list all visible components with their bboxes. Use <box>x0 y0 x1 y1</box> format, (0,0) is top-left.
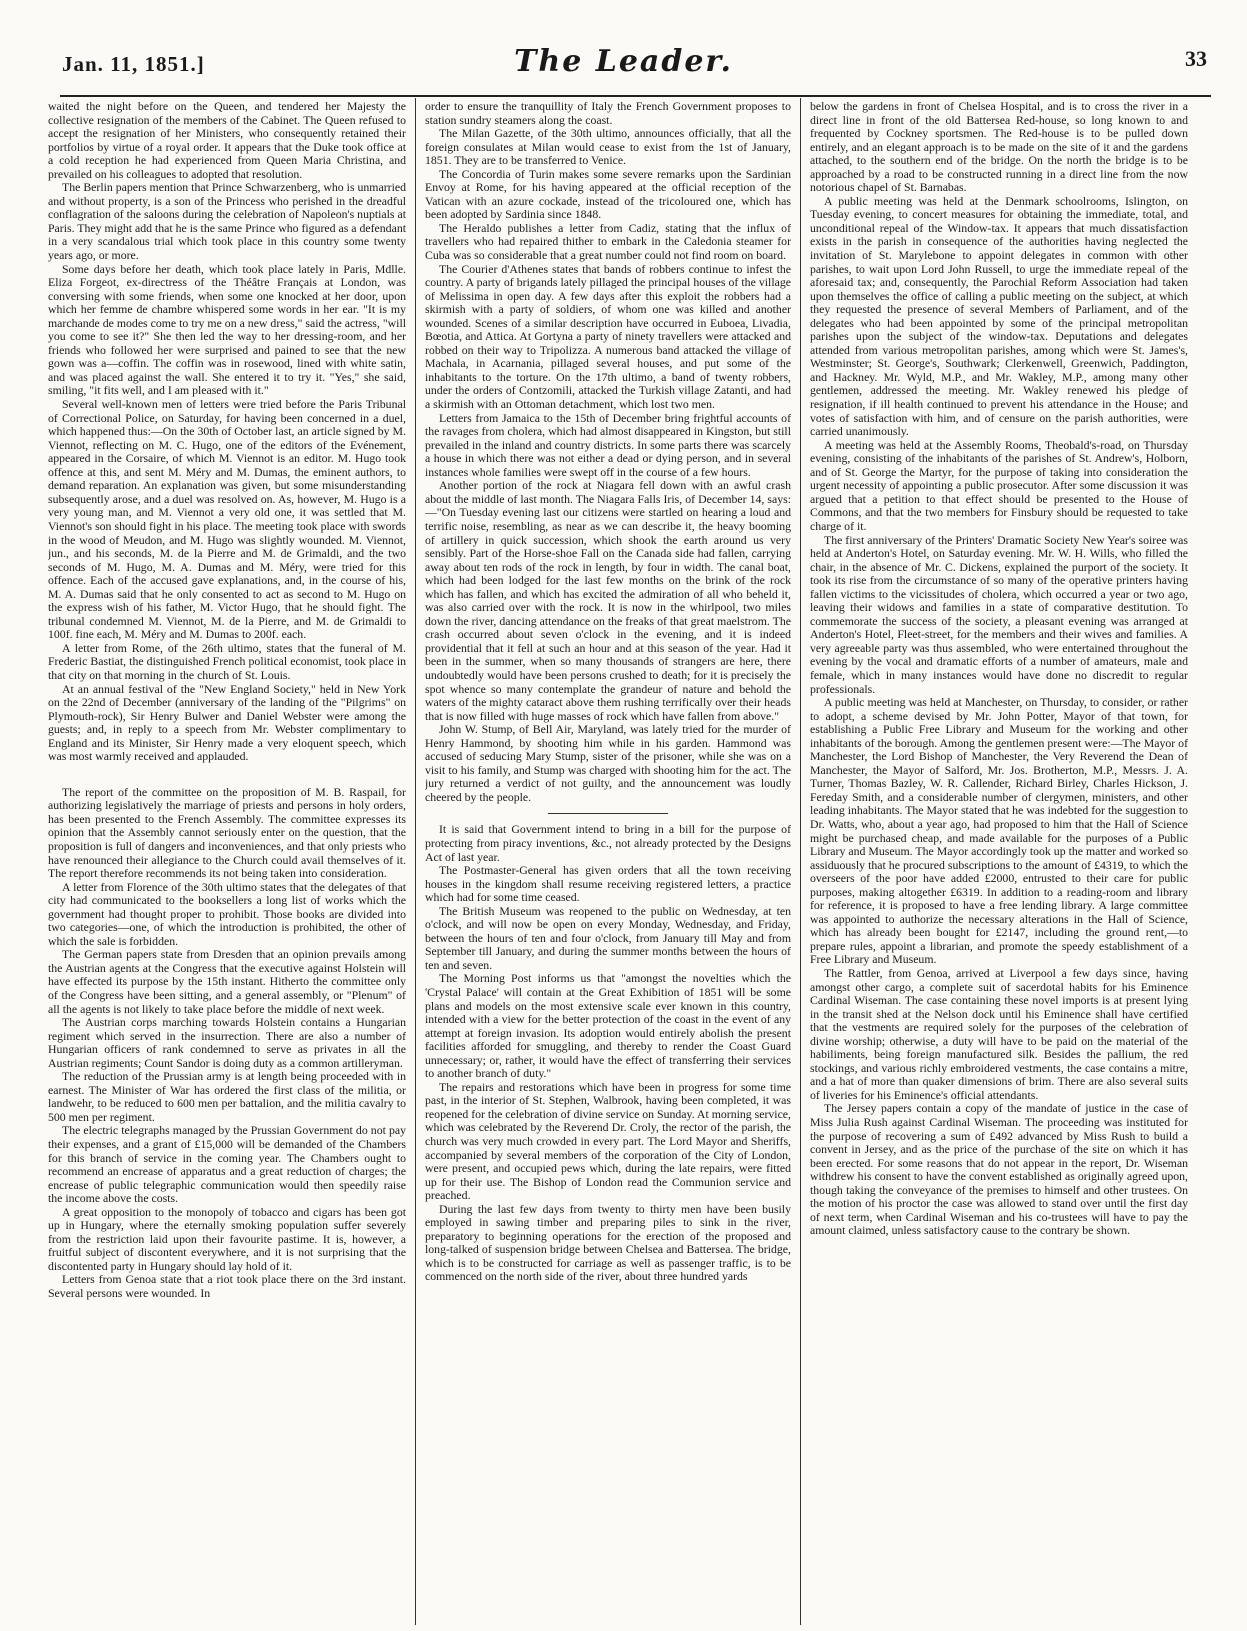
article-paragraph: At an annual festival of the "New England Society," held in New York on the 22nd of December (anniversary of the landing of the "Pilgrims" on Plymouth-rock), Sir Henry Bulwer and Daniel Webster were among the guests; and, in reply to a speech from Mr. Webster complimentary to England and its Minister, Sir Henry made a very eloquent speech, which was most warmly received and applauded. <box>48 681 406 764</box>
header-rule <box>60 95 1211 97</box>
article-paragraph: A letter from Rome, of the 26th ultimo, states that the funeral of M. Frederic Bastiat, the distinguished French political economist, took place in that city on that morning in the church of St. Louis. <box>48 640 406 682</box>
article-paragraph: The Rattler, from Genoa, arrived at Liverpool a few days since, having amongst other cargo, a complete suit of sacerdotal habits for his Eminence Cardinal Wiseman. The case containing these novel imports is at present lying in the transit shed at the Nelson dock until his Eminence shall have certified that the vestments are required solely for the purposes of the celebration of divine worship; otherwise, a duty will have to be paid on the material of the habiliments, being foreign manufactured silk. Besides the pallium, the red stockings, and various richly embroidered vestments, the case contains a mitre, and a hat of more than quaker dimensions of brim. There are also several suits of liveries for his Eminence's official attendants. <box>810 966 1188 1102</box>
article-paragraph: A public meeting was held at the Denmark schoolrooms, Islington, on Tuesday evening, to concert measures for obtaining the immediate, total, and unconditional repeal of the Window-tax. It appears that much dissatisfaction exists in the parish in consequence of the authorities having neglected the invitation of St. Marylebone to appoint delegates in common with other parishes, to wait upon Lord John Russell, to urge the immediate repeal of the aforesaid tax; and, consequently, the Parochial Reform Association had taken upon themselves the office of calling a public meeting on the subject, at which they requested the presence of several Members of Parliament, and of the delegates who had been appointed by some of the principal metropolitan parishes upon the subject of the window-tax. Deputations and delegates attended from various metropolitan parishes, among which were St. James's, Westminster; St. George's, Southwark; Clerkenwell, Greenwich, Paddington, and Hackney. Mr. Wyld, M.P., and Mr. Wakley, M.P., among many other gentlemen, addressed the meeting. Mr. Wakley renewed his pledge of resignation, if ill health continued to prevent his attendance in the House; and votes of satisfaction with him, and of censure on the parish authorities, were carried unanimously. <box>810 193 1188 439</box>
article-paragraph: John W. Stump, of Bell Air, Maryland, was lately tried for the murder of Henry Hammond, by shooting him while in his garden. Hammond was accused of seducing Mary Stump, sister of the prisoner, while she was on a visit to his family, and Stump was charged with shooting him for the act. The jury returned a verdict of not guilty, and the announcement was loudly cheered by the people. <box>425 722 791 804</box>
article-paragraph: During the last few days from twenty to thirty men have been busily employed in sawing timber and preparing piles to sink in the river, preparatory to beginning operations for the erection of the proposed and long-talked of suspension bridge between Chelsea and Battersea. The bridge, which is to be constructed for carriage as well as passenger traffic, is to be commenced on the north side of the river, about three hundred yards <box>425 1201 791 1284</box>
article-paragraph: The British Museum was reopened to the public on Wednesday, at ten o'clock, and will now be open on every Monday, Wednesday, and Friday, between the hours of ten and four o'clock, from January till May and from September till January, and during the summer months between the hours of ten and seven. <box>425 903 791 972</box>
article-paragraph: The Concordia of Turin makes some severe remarks upon the Sardinian Envoy at Rome, for his having appeared at the official reception of the Vatican with an azure cockade, instead of the tricoloured one, which has been adopted by Sardinia since 1848. <box>425 166 791 222</box>
section-gap <box>48 764 406 786</box>
column-divider <box>800 98 801 1625</box>
article-paragraph: The repairs and restorations which have been in progress for some time past, in the interior of St. Stephen, Walbrook, having been completed, it was reopened for the celebration of divine service on Sunday. At morning service, which was celebrated by the Reverend Dr. Croly, the rector of the parish, the church was very much crowded in every part. The Lord Mayor and Sheriffs, accompanied by several members of the corporation of the City of London, were present, and occupied pews which, during the late repairs, were fitted up for their use. The Bishop of London read the Communion service and preached. <box>425 1079 791 1203</box>
column-3 <box>810 100 1188 1625</box>
section-separator <box>548 813 668 814</box>
issue-date: Jan. 11, 1851.] <box>62 52 205 76</box>
article-paragraph: It is said that Government intend to bring in a bill for the purpose of protecting from piracy inventions, &c., not already protected by the Designs Act of last year. <box>425 822 791 864</box>
article-paragraph: Several well-known men of letters were tried before the Paris Tribunal of Correctional Police, on Saturday, for having been concerned in a duel, which happened thus:—On the 30th of October last, an article signed by M. Viennot, reflecting on M. C. Hugo, one of the editors of the Evénement, appeared in the Corsaire, of which M. Viennot is an editor. M. Hugo took offence at this, and sent M. Méry and M. Dumas, the eminent authors, to demand reparation. An explanation was given, but some misunderstanding subsequently arose, and a duel was resolved on. As, however, M. Hugo is a very young man, and M. Viennot a very old one, it was settled that M. Viennot's son should fight in his place. The meeting took place with swords in the wood of Meudon, and M. Hugo was slightly wounded. M. Viennot, jun., and his seconds, M. de la Pierre and M. de Grimaldi, and the two seconds of M. Hugo, M. A. Dumas and M. Méry, were tried for this offence. Each of the accused gave explanations, and, in the course of his, M. A. Dumas said that he only consented to act as second to M. Hugo on the express wish of his father, M. Victor Hugo, that he should fight. The tribunal condemned M. Viennot, M. de la Pierre, and M. de Grimaldi to 100f. fine each, M. Méry and M. Dumas to 200f. each. <box>48 397 406 642</box>
article-paragraph: The electric telegraphs managed by the Prussian Government do not pay their expenses, and a grant of £15,000 will be demanded of the Chambers for this branch of service in the coming year. The Chambers ought to recommend an encrease of apparatus and a great reduction of charges; the encrease of public telegraphic communication would then speedily raise the income above the costs. <box>48 1123 406 1206</box>
article-paragraph: The Milan Gazette, of the 30th ultimo, announces officially, that all the foreign consulates at Milan would cease to exist from the 1st of January, 1851. They are to be transferred to Venice. <box>425 126 791 168</box>
article-paragraph: The Jersey papers contain a copy of the mandate of justice in the case of Miss Julia Rush against Cardinal Wiseman. The proceeding was instituted for the purpose of recovering a sum of £492 advanced by Miss Rush to build a convent in Jersey, and as the price of the purchase of the site on which it has been erected. For some reasons that do not appear in the report, Dr. Wiseman withdrew his consent to have the convent established as originally agreed upon, though taking the conveyance of the premises to himself and other trustees. On the motion of his proctor the case was allowed to stand over until the first day of next term, when Cardinal Wiseman and his co-trustees will have to pay the amount claimed, unless satisfactory cause to the contrary be shown. <box>810 1101 1188 1238</box>
article-paragraph: The Morning Post informs us that "amongst the novelties which the 'Crystal Palace' will contain at the Great Exhibition of 1851 will be some plans and models on the most extensive scale ever known in this country, intended with a view for the better protection of the coast in the event of any attempt at foreign invasion. Its adoption would entirely abolish the present facilities afforded for smuggling, and thereby to render the Coast Guard unnecessary; or, rather, it would have the effect of transferring their services to another branch of duty." <box>425 971 791 1081</box>
article-paragraph: The Postmaster-General has given orders that all the town receiving houses in the kingdom shall resume receiving registered letters, a practice which had for some time ceased. <box>425 863 791 905</box>
column-divider <box>415 98 416 1625</box>
article-paragraph: Another portion of the rock at Niagara fell down with an awful crash about the middle of last month. The Niagara Falls Iris, of December 14, says:—"On Tuesday evening last our citizens were startled on hearing a loud and terrific noise, resembling, as near as we can describe it, the heavy booming of artillery in quick succession, which shook the earth around us very sensibly. Part of the Horse-shoe Fall on the Canada side had fallen, carrying away about ten rods of the rock in length, by four in width. The canal boat, which had been lodged for the last few months on the brink of the rock which has fallen, and which has excited the admiration of all who beheld it, was also carried over with the rock. It is now in the whirlpool, two miles down the river, dancing attendance on the freaks of that great maelstrom. The crash occurred about seven o'clock in the evening, and it is indeed providential that it fell at such an hour and at this season of the year. Had it been in the summer, when so many thousands of strangers are here, there undoubtedly would have been persons crushed to death; for it is precisely the spot whence so many contemplate the grandeur of nature and behold the waters of the mighty cataract above them rushing terrifically over their heads that is now filled with huge masses of rock which have fallen from above." <box>425 478 791 723</box>
article-paragraph: The reduction of the Prussian army is at length being proceeded with in earnest. The Minister of War has ordered the first class of the militia, or landwehr, to be reduced to 600 men per battalion, and the militia cavalry to 500 men per regiment. <box>48 1069 406 1124</box>
article-paragraph: Letters from Genoa state that a riot took place there on the 3rd instant. Several persons were wounded. In <box>48 1272 406 1301</box>
article-paragraph: The first anniversary of the Printers' Dramatic Society New Year's soiree was held at Anderton's Hotel, on Saturday evening. Mr. W. H. Wills, who filled the chair, in the absence of Mr. C. Dickens, explained the purport of the society. It took its rise from the circumstance of so many of the operative printers having fallen victims to the vicissitudes of cholera, which occurred a year or two ago, leaving their widows and families in a state of comparative destitution. To commemorate the success of the society, a pleasant evening was arranged at Anderton's Hotel, Fleet-street, for the members and their wives and families. A very agreeable party was thus assembled, who were entertained throughout the evening by the vocal and dramatic efforts of a number of amateurs, male and female, which in many instances would have done no discredit to regular professionals. <box>810 532 1188 696</box>
article-paragraph: below the gardens in front of Chelsea Hospital, and is to cross the river in a direct line in front of the old Battersea Red-house, so long known to and frequented by Cockney sportsmen. The Red-house is to be pulled down entirely, and an elegant approach is to be made on the site of it and the gardens attached, to the southern end of the bridge. On the north the bridge is to be approached by a road to be constructed running in a direct line from the now notorious chapel of St. Barnabas. <box>810 100 1188 195</box>
article-paragraph: The report of the committee on the proposition of M. B. Raspail, for authorizing legislatively the marriage of priests and persons in holy orders, has been presented to the French Assembly. The committee expresses its opinion that the Assembly cannot seriously enter on the question, that the proposition is full of dangers and inconveniences, and that only priests who have renounced their allegiance to the Church could avail themselves of it. The report therefore recommends its not being taken into consideration. <box>48 784 406 881</box>
article-paragraph: A meeting was held at the Assembly Rooms, Theobald's-road, on Thursday evening, consisting of the inhabitants of the parishes of St. Andrew's, Holborn, and of St. George the Martyr, for the purpose of taking into consideration the urgent necessity of appointing a public prosecutor. After some discussion it was argued that a petition to that effect should be presented to the House of Commons, and that the two members for Finsbury should be requested to take charge of it. <box>810 437 1188 533</box>
article-paragraph: The Austrian corps marching towards Holstein contains a Hungarian regiment which served in the insurrection. There are also a number of Hungarian officers of rank condemned to serve as privates in all the Austrian regiments; Count Sandor is doing duty as a common artilleryman. <box>48 1015 406 1070</box>
masthead-title: The Leader. <box>514 44 733 79</box>
article-paragraph: Some days before her death, which took place lately in Paris, Mdlle. Eliza Forgeot, ex-directress of the Théâtre Français at London, was conversing with some friends, when some one knocked at her door, upon which her femme de chambre whispered some words in her ear. "It is my marchande de modes come to try me on a new dress," said the actress, "will you come to see it?" She then led the way to her dressing-room, and her friends who followed her were surprised and pained to see that the new gown was a—coffin. The coffin was in rosewood, lined with white satin, and was placed against the wall. She entered it to try it. "Yes," she said, smiling, "it fits well, and I am pleased with it." <box>48 261 406 398</box>
article-paragraph: The German papers state from Dresden that an opinion prevails among the Austrian agents at the Congress that the executive against Holstein will have effected its purpose by the 15th instant. Hitherto the committee only of the Congress have been sitting, and a general assembly, or "Plenum" of all the agents is not likely to take place before the middle of next week. <box>48 947 406 1016</box>
article-paragraph: The Berlin papers mention that Prince Schwarzenberg, who is unmarried and without property, is a son of the Princess who perished in the dreadful conflagration of the saloons during the celebration of Napoleon's nuptials at Paris. They might add that he is the same Prince who figured as a defendant in a very scandalous trial which took place in this country some twenty years ago, or more. <box>48 180 406 263</box>
article-paragraph: A letter from Florence of the 30th ultimo states that the delegates of that city had communicated to the booksellers a long list of works which the government had thought proper to prohibit. Those books are divided into two categories—one, of which the introduction is prohibited, the other of which the sale is forbidden. <box>48 879 406 948</box>
column-2 <box>425 100 791 1625</box>
article-paragraph: The Courier d'Athenes states that bands of robbers continue to infest the country. A party of brigands lately pillaged the principal houses of the village of Melissima in open day. A few days after this exploit the robbers had a skirmish with a party of soldiers, of whom one was killed and another wounded. Scenes of a similar description have occurred in Euboea, Livadia, Bœotia, and Attica. At Gortyna a party of ninety travellers were attacked and robbed on their way to Tripolizza. A numerous band attacked the village of Machala, in Acarnania, pillaged several houses, and put some of the inhabitants to the torture. On the 17th ultimo, a band of twenty robbers, under the orders of Contzomili, attacked the Turkish village Zatanti, and had a skirmish with an Ottoman detachment, which lost two men. <box>425 261 791 412</box>
page-number: 33 <box>1185 46 1207 71</box>
article-paragraph: waited the night before on the Queen, and tendered her Majesty the collective resignation of the members of the Cabinet. The Queen refused to accept the resignation of her Ministers, who consequently retained their portfolios by virtue of a royal order. It appears that the Duke took office at a cold reception he had experienced from Queen Maria Christina, and prevailed on his colleagues to adopted that resolution. <box>48 100 406 181</box>
article-paragraph: order to ensure the tranquillity of Italy the French Government proposes to station sundry steamers along the coast. <box>425 100 791 127</box>
article-paragraph: The Heraldo publishes a letter from Cadiz, stating that the influx of travellers who had repaired thither to embark in the Caledonia steamer for Cuba was so considerable that a great number could not find room on board. <box>425 220 791 263</box>
column-1 <box>48 100 406 1625</box>
article-paragraph: A great opposition to the monopoly of tobacco and cigars has been got up in Hungary, where the eternally smoking population suffer severely from the restriction laid upon their favourite pastime. It is, however, a fruitful subject of discontent everywhere, and it is not surprising that the discontented party in Hungary should lay hold of it. <box>48 1204 406 1273</box>
article-paragraph: Letters from Jamaica to the 15th of December bring frightful accounts of the ravages from cholera, which had almost disappeared in Kingston, but still prevailed in the inland and country districts. In some parts there was scarcely a house in which there was not either a dead or dying person, and in several instances whole families were swept off in the course of a few hours. <box>425 410 791 479</box>
article-paragraph: A public meeting was held at Manchester, on Thursday, to consider, or rather to adopt, a scheme devised by Mr. John Potter, Mayor of that town, for establishing a Public Free Library and Museum for the working and other inhabitants of the borough. Among the gentlemen present were:—The Mayor of Manchester, the Lord Bishop of Manchester, the Very Reverend the Dean of Manchester, the Mayor of Salford, Mr. Jos. Brotherton, M.P., Messrs. J. A. Turner, Thomas Bazley, W. R. Callender, Richard Birley, Charles Hickson, J. Fereday Smith, and a considerable number of clergymen, ministers, and other leading inhabitants. The Mayor stated that he was indebted for the suggestion to Dr. Watts, who, about a year ago, had proposed to him that the Hall of Science might be purchased cheap, and made available for the purposes of a Public Library and Museum. The Mayor accordingly took up the matter and worked so assiduously that he procured subscriptions to the amount of £4319, to which the overseers of the poor have added £2000, entrusted to their care for public purposes, making altogether £6319. In addition to a reading-room and library for reference, it is proposed to have a free lending library. A large committee was appointed to authorize the necessary alterations in the Hall of Science, which has already been bought for £2147, including the ground rent,—to prepare rules, appoint a librarian, and promote the speedy establishment of a Free Library and Museum. <box>810 695 1188 967</box>
